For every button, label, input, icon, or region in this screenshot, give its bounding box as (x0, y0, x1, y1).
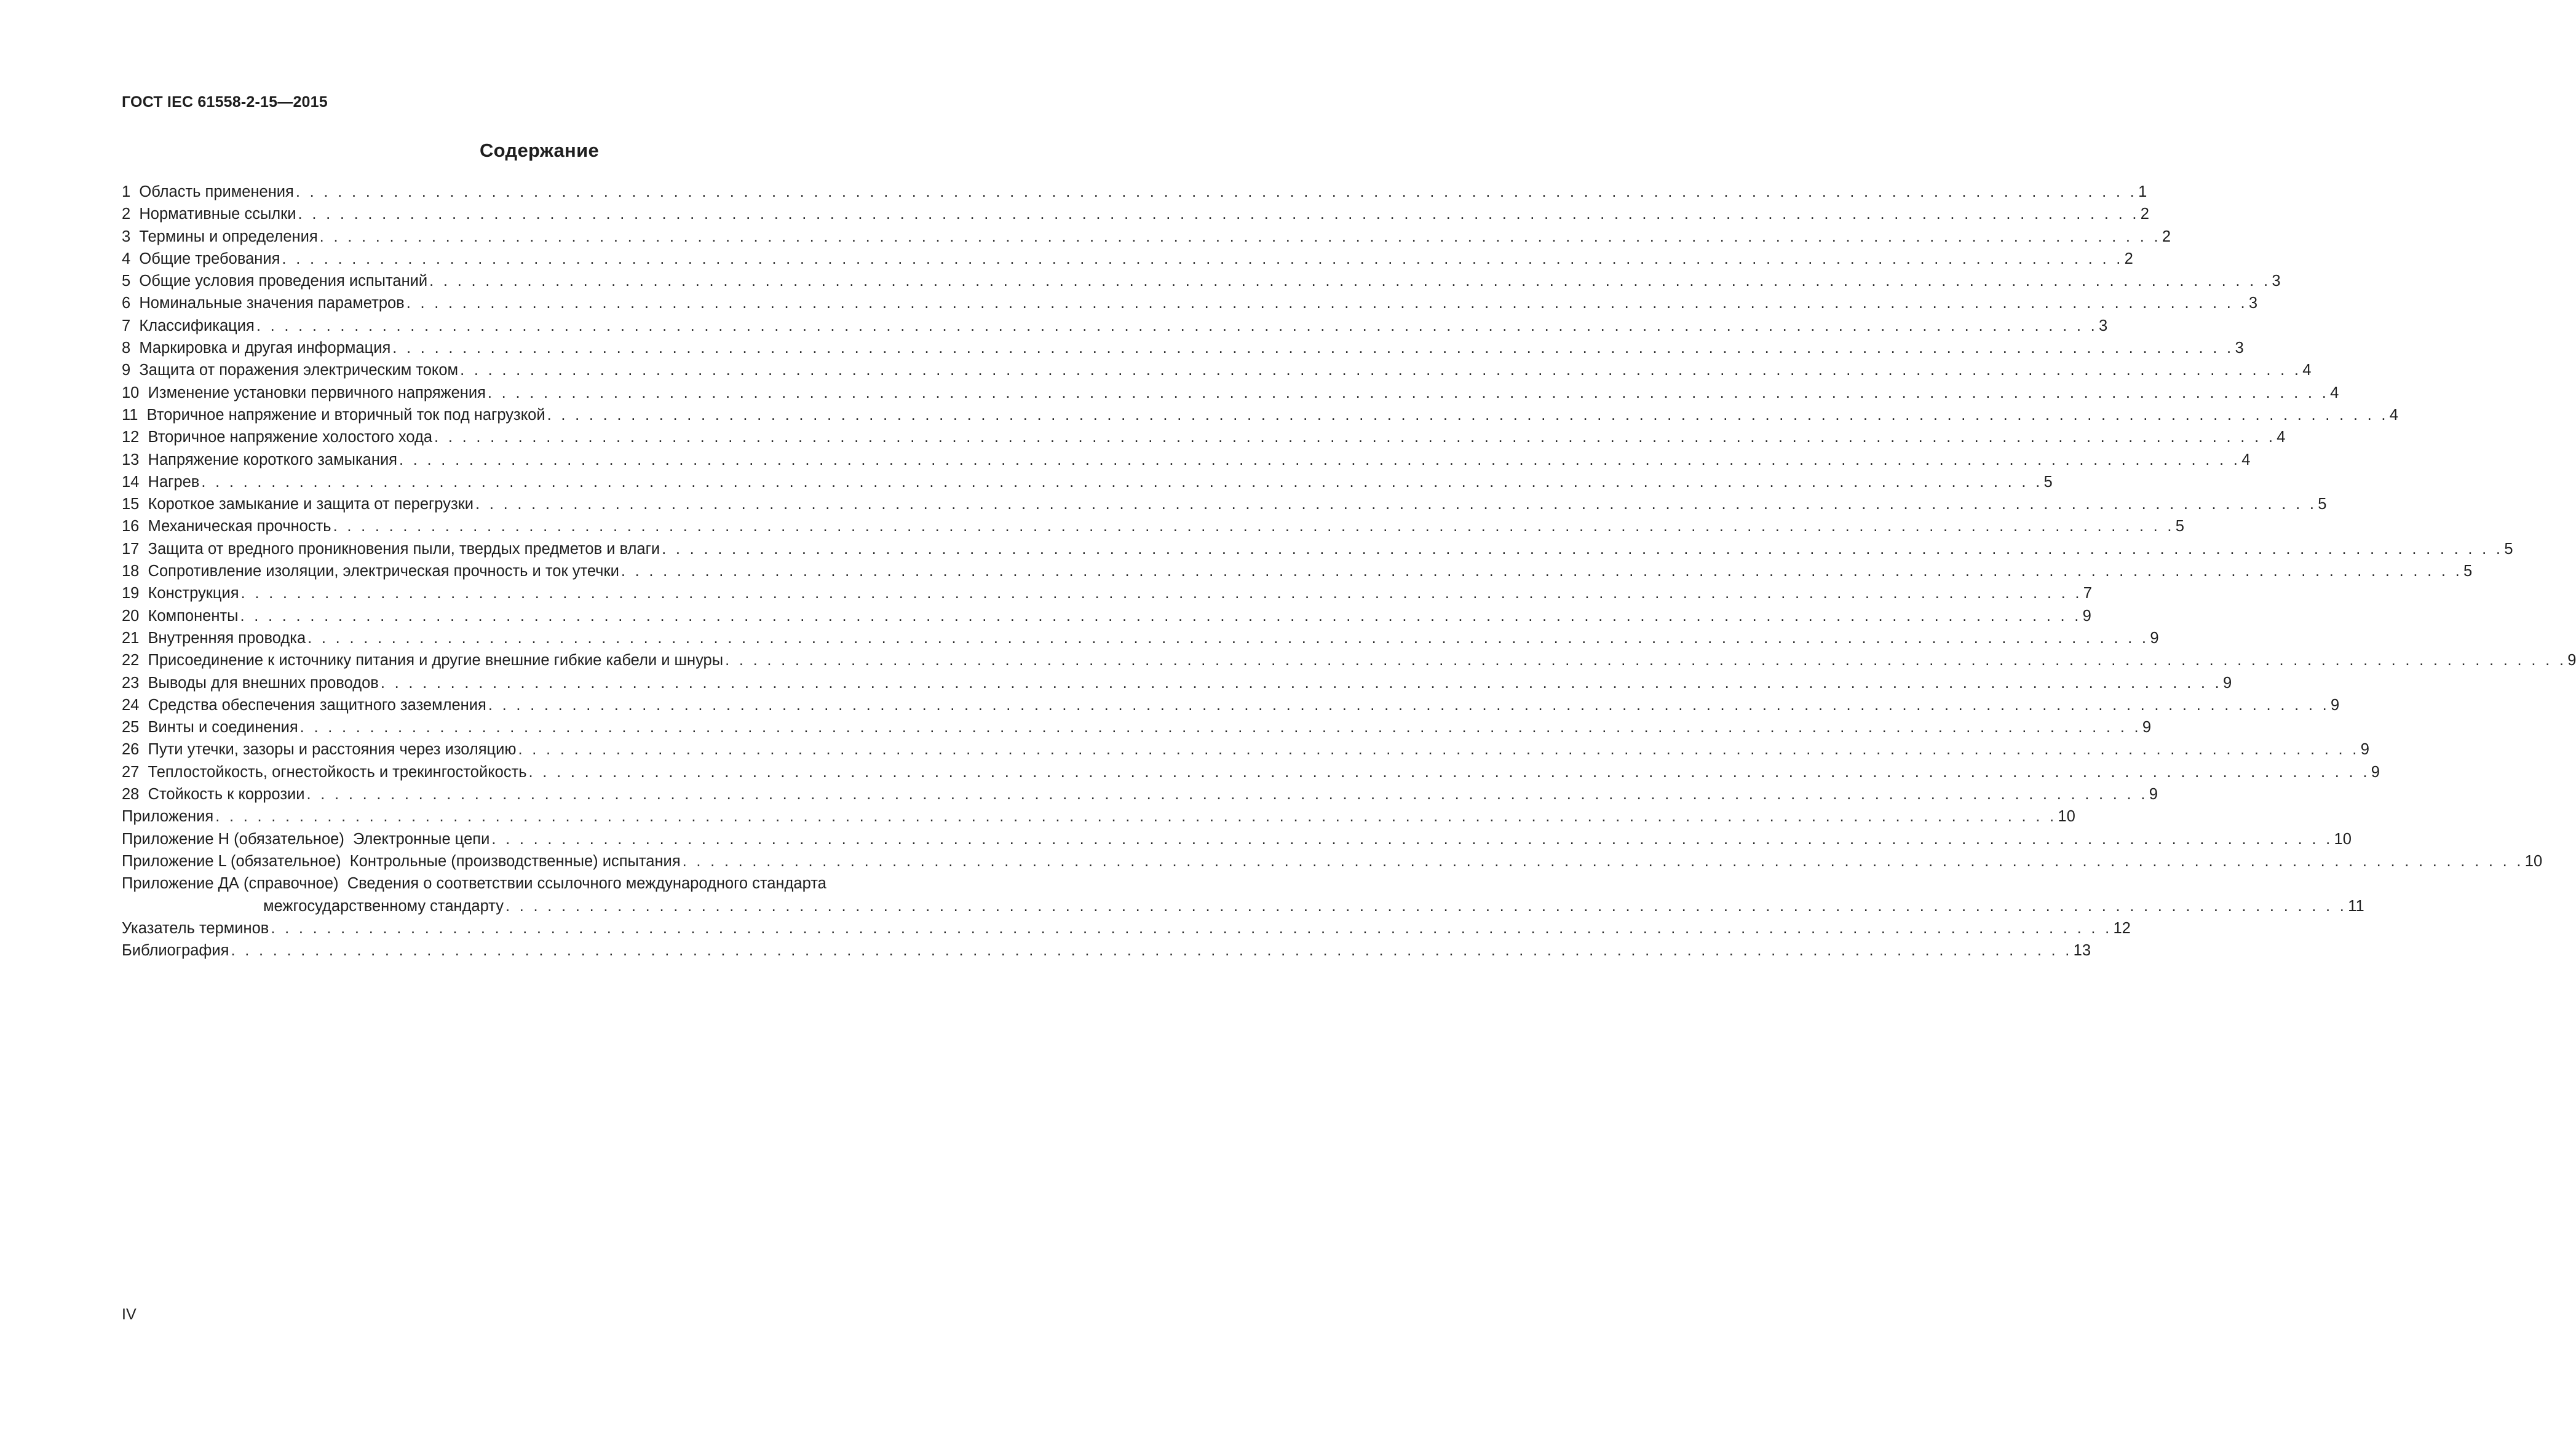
toc-entry-number: 22 (122, 652, 140, 670)
toc-entry-title: Нормативные ссылки (139, 205, 296, 223)
toc-entry-page: 3 (2235, 339, 2244, 357)
toc-entry-number: 7 (122, 317, 131, 334)
toc-entry-title: Напряжение короткого замыкания (148, 451, 397, 468)
toc-entry-page: 9 (2360, 741, 2369, 759)
toc-entry-title: Внутренняя проводка (148, 629, 306, 647)
dot-leader (406, 292, 2248, 314)
toc-entry-page: 3 (2099, 317, 2108, 334)
toc-entry-number: 5 (122, 272, 131, 290)
toc-entry-number: 8 (122, 339, 131, 357)
toc-entry-number: 28 (122, 786, 140, 804)
toc-entry-number: 24 (122, 696, 140, 714)
toc-entry-number: 18 (122, 563, 140, 580)
toc-entry-title: Теплостойкость, огнестойкость и трекингостойкость (148, 763, 527, 781)
toc-entry-page: 9 (2371, 763, 2380, 781)
dot-leader (399, 449, 2240, 471)
dot-leader (307, 627, 2149, 649)
dot-leader (491, 828, 2332, 850)
dot-leader (662, 538, 2503, 560)
dot-leader (201, 471, 2042, 493)
toc-entry[interactable] (122, 404, 2398, 426)
toc-entry-number: 16 (122, 518, 140, 535)
toc-entry-page: 12 (2113, 919, 2131, 937)
toc-entry-number: 3 (122, 227, 131, 245)
dot-leader (215, 805, 2056, 828)
toc-entry[interactable] (122, 672, 2232, 694)
toc-entry-page: 13 (2073, 942, 2091, 960)
toc-entry[interactable] (122, 181, 2147, 203)
dot-leader (241, 582, 2082, 604)
toc-entry-page: 5 (2504, 540, 2513, 558)
toc-entry-title: Общие требования (139, 250, 280, 267)
toc-entry-page: 2 (2140, 205, 2149, 223)
toc-entry[interactable] (122, 560, 2473, 582)
toc-entry-page: 5 (2043, 473, 2053, 491)
dot-leader (307, 783, 2148, 805)
toc-entry-title: Общие условия проведения испытаний (139, 272, 428, 290)
toc-entry-page: 10 (2524, 852, 2543, 870)
toc-entry-page: 2 (2124, 250, 2133, 267)
toc-entry-page: 10 (2334, 830, 2352, 848)
toc-entry-page: 9 (2149, 786, 2158, 804)
dot-leader (505, 895, 2347, 917)
toc-entry-title: Сопротивление изоляции, электрическая прочность и ток утечки (148, 563, 619, 580)
toc-entry[interactable] (122, 761, 2380, 783)
toc-entry-page: 5 (2463, 563, 2473, 580)
toc-entry-number: 23 (122, 674, 140, 692)
toc-entry[interactable] (122, 582, 2092, 604)
toc-entry-title: Средства обеспечения защитного заземления (148, 696, 486, 714)
toc-entry-title: Компоненты (148, 607, 239, 625)
toc-entry-number: 9 (122, 361, 131, 379)
toc-entry-number: 12 (122, 429, 140, 446)
dot-leader (683, 850, 2524, 872)
toc-entry[interactable] (122, 515, 2184, 537)
toc-entry-page: 4 (2302, 361, 2312, 379)
toc-entry-number: 21 (122, 629, 140, 647)
toc-entry-title: Нагрев (148, 473, 200, 491)
toc-entry[interactable] (122, 292, 2258, 314)
toc-entry[interactable] (122, 783, 2158, 805)
dot-leader (621, 560, 2462, 582)
toc-annex-entry[interactable] (122, 917, 2131, 939)
dot-leader (460, 359, 2301, 381)
toc-entry[interactable] (122, 337, 2244, 359)
toc-entry-number: 25 (122, 719, 140, 737)
toc-entry-page: 9 (2082, 607, 2091, 625)
toc-entry-number: 14 (122, 473, 140, 491)
toc-entry-number: 17 (122, 540, 140, 558)
dot-leader (296, 181, 2137, 203)
toc-entry[interactable] (122, 649, 2576, 671)
toc-entry-page: 9 (2150, 629, 2159, 647)
dot-leader (392, 337, 2233, 359)
toc-entry[interactable] (122, 359, 2312, 381)
toc-entry-number: 2 (122, 205, 131, 223)
toc-entry-title: Выводы для внешних проводов (148, 674, 379, 692)
toc-entry[interactable] (122, 226, 2171, 248)
document-header: ГОСТ IEC 61558-2-15—2015 (122, 93, 328, 111)
toc-entry-title: Приложение Н (обязательное) Электронные цепи (122, 830, 490, 848)
toc-entry-number: 19 (122, 585, 140, 602)
toc-entry[interactable] (122, 382, 2339, 404)
toc-entry-number: 13 (122, 451, 140, 468)
toc-entry-title: Винты и соединения (148, 719, 298, 737)
toc-entry[interactable] (122, 248, 2133, 270)
dot-leader (240, 605, 2081, 627)
toc-entry-page: 3 (2248, 294, 2258, 312)
dot-leader (529, 761, 2370, 783)
toc-entry[interactable] (122, 627, 2159, 649)
toc-entry[interactable] (122, 493, 2327, 515)
toc-entry-number: 15 (122, 496, 140, 513)
toc-entry[interactable] (122, 315, 2108, 337)
toc-entry[interactable] (122, 738, 2369, 760)
toc-annex-entry[interactable] (122, 939, 2091, 962)
toc-entry-page: 9 (2567, 652, 2576, 670)
toc-entry-page: 11 (2348, 897, 2364, 915)
toc-entry[interactable] (122, 203, 2149, 225)
page-number: IV (122, 1306, 137, 1323)
dot-leader (475, 493, 2316, 515)
toc-entry[interactable] (122, 426, 2286, 448)
toc-entry-title: Номинальные значения параметров (139, 294, 405, 312)
dot-leader (271, 917, 2112, 939)
dot-leader (429, 270, 2270, 292)
toc-entry-page: 4 (2389, 406, 2398, 424)
toc-entry-title: Присоединение к источнику питания и другие внешние гибкие кабели и шнуры (148, 652, 724, 670)
toc-entry[interactable] (122, 449, 2251, 471)
toc-entry-title: Классификация (139, 317, 255, 334)
toc-entry-title: Короткое замыкание и защита от перегрузки (148, 496, 474, 513)
toc-entry-number: 10 (122, 384, 140, 401)
toc-entry-title: Изменение установки первичного напряжения (148, 384, 486, 401)
toc-entry-title: Защита от поражения электрическим током (139, 361, 459, 379)
toc-annex-entry-continuation[interactable] (122, 895, 2364, 917)
toc-entry[interactable] (122, 270, 2281, 292)
toc-entry-page: 7 (2083, 585, 2092, 602)
dot-leader (282, 248, 2123, 270)
toc-entry-page: 5 (2175, 518, 2184, 535)
toc-entry-title: Термины и определения (139, 227, 318, 245)
toc-entry-page: 4 (2241, 451, 2251, 468)
dot-leader (333, 515, 2174, 537)
table-of-contents (122, 181, 2576, 962)
toc-entry-number: 4 (122, 250, 131, 267)
toc-entry-page: 3 (2272, 272, 2281, 290)
toc-entry[interactable] (122, 471, 2053, 493)
toc-title: Содержание (480, 140, 599, 161)
toc-annex-entry[interactable] (122, 850, 2543, 872)
toc-entry-number: 27 (122, 763, 140, 781)
toc-entry-page: 4 (2277, 429, 2286, 446)
toc-entry-page: 9 (2142, 719, 2152, 737)
toc-annex-entry[interactable] (122, 828, 2352, 850)
dot-leader (518, 738, 2360, 760)
toc-entry[interactable] (122, 694, 2340, 716)
toc-entry-title: Механическая прочность (148, 518, 331, 535)
toc-entry-page: 1 (2138, 183, 2147, 200)
dot-leader (434, 426, 2275, 448)
toc-entry-number: 6 (122, 294, 131, 312)
toc-entry-title: Стойкость к коррозии (148, 786, 305, 804)
dot-leader (231, 939, 2072, 962)
dot-leader (381, 672, 2222, 694)
toc-entry-title: Библиография (122, 942, 229, 960)
toc-entry-title: Вторичное напряжение и вторичный ток под нагрузкой (146, 406, 545, 424)
toc-entry-title: Пути утечки, зазоры и расстояния через изоляцию (148, 741, 517, 759)
toc-entry-title-continuation: межгосударственному стандарту (263, 897, 504, 915)
toc-annex-entry[interactable] (122, 872, 947, 895)
toc-entry-page: 2 (2162, 227, 2171, 245)
toc-entry-page: 9 (2223, 674, 2232, 692)
toc-entry-number: 11 (122, 406, 138, 424)
toc-entry-title: Область применения (139, 183, 294, 200)
toc-entry[interactable] (122, 605, 2091, 627)
dot-leader (488, 694, 2329, 716)
toc-entry[interactable] (122, 538, 2513, 560)
toc-entry[interactable] (122, 716, 2152, 738)
toc-entry-title: Защита от вредного проникновения пыли, твердых предметов и влаги (148, 540, 660, 558)
toc-entry-page: 5 (2318, 496, 2327, 513)
toc-entry-title: Конструкция (148, 585, 239, 602)
toc-entry-page: 10 (2058, 808, 2075, 826)
dot-leader (320, 226, 2161, 248)
dot-leader (547, 404, 2388, 426)
toc-annex-entry[interactable] (122, 805, 2075, 828)
dot-leader (488, 382, 2329, 404)
toc-entry-title: Вторичное напряжение холостого хода (148, 429, 433, 446)
toc-entry-number: 26 (122, 741, 140, 759)
toc-entry-number: 1 (122, 183, 131, 200)
toc-entry-title: Приложение L (обязательное) Контрольные (производственные) испытания (122, 852, 681, 870)
toc-entry-title: Приложение ДА (справочное) Сведения о соответствии ссылочного международного стандарта (122, 875, 826, 893)
dot-leader (298, 203, 2139, 225)
toc-entry-page: 4 (2330, 384, 2339, 401)
toc-entry-title: Приложения (122, 808, 214, 826)
toc-entry-title: Маркировка и другая информация (139, 339, 391, 357)
toc-entry-title: Указатель терминов (122, 919, 269, 937)
toc-entry-number: 20 (122, 607, 140, 625)
dot-leader (256, 315, 2098, 337)
toc-entry-page: 9 (2331, 696, 2340, 714)
dot-leader (300, 716, 2141, 738)
dot-leader (725, 649, 2566, 671)
